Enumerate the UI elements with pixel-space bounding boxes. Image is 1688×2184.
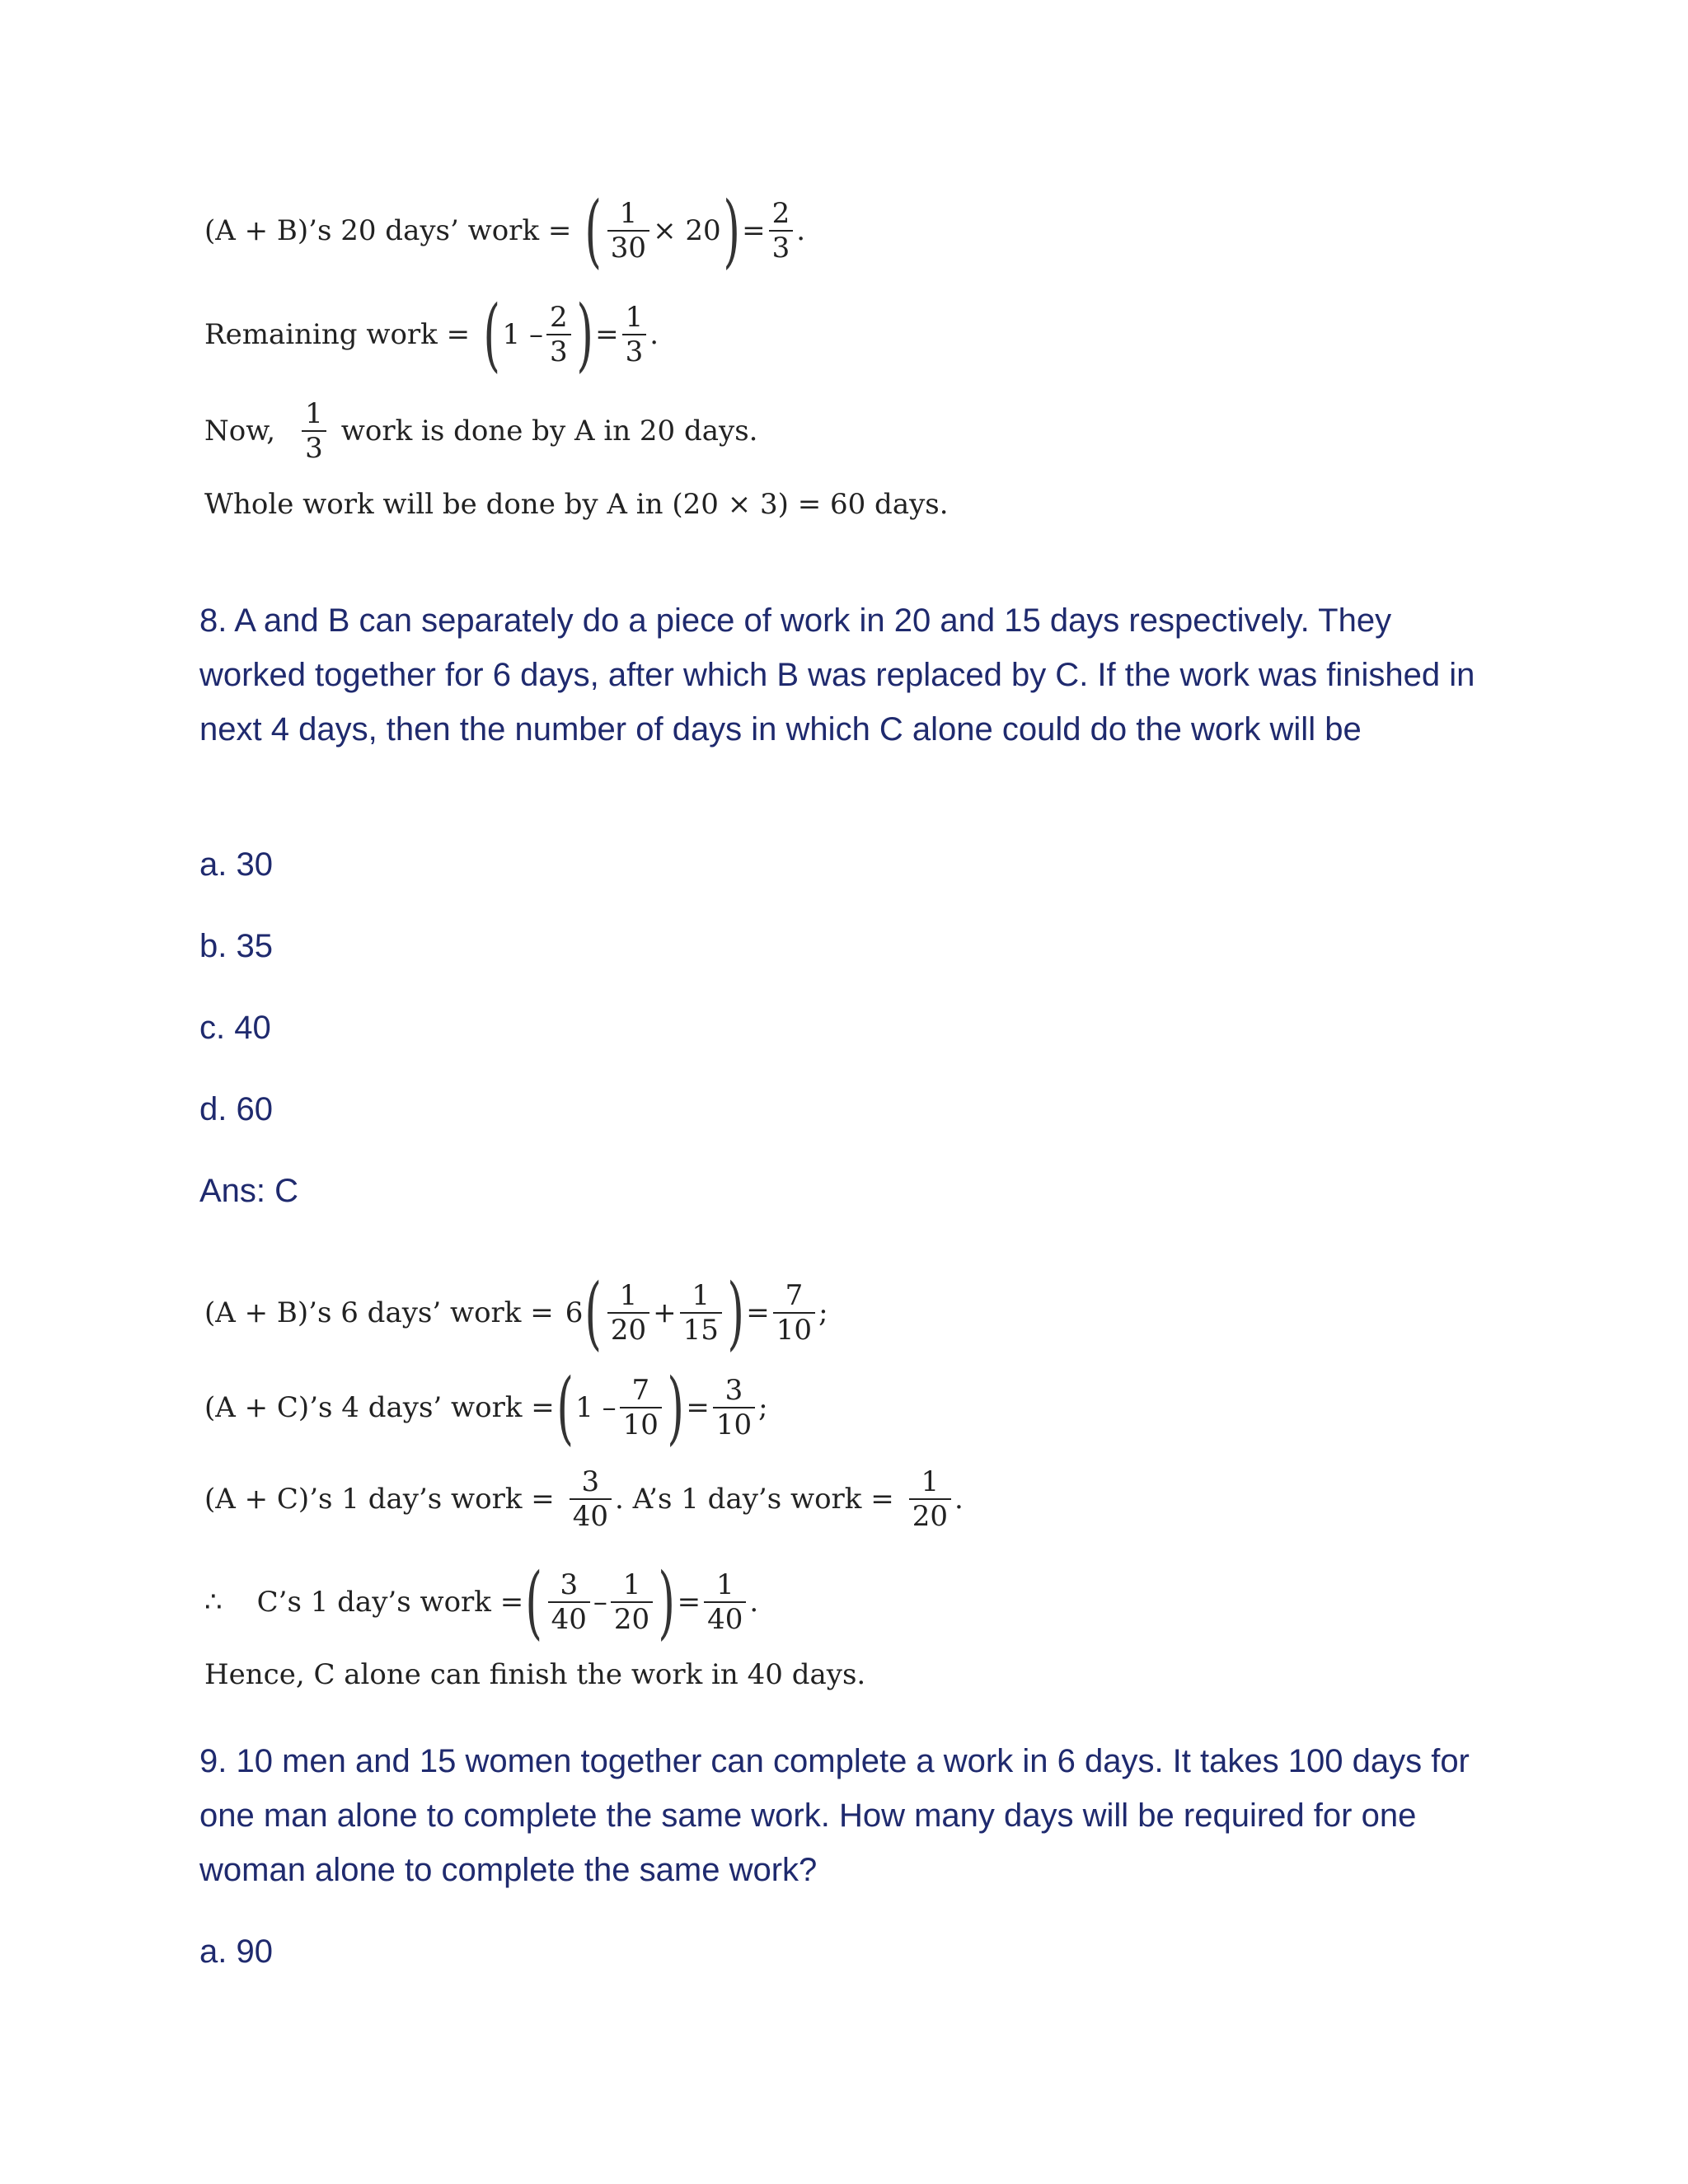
q8-answer: Ans: C [199,1173,299,1209]
fraction: $\frac{3}{40}$ [570,1465,612,1533]
sol8-line5: Hence, C alone can finish the work in 40 days. [204,1658,866,1691]
fraction: $\frac{1}{3}$ [622,301,647,368]
fraction: $\frac{2}{3}$ [546,301,571,368]
sol7-line2: Remaining work = ( 1 – $\frac{2}{3}$ ) = $\frac{1}{3}$ . [204,288,659,381]
fraction: $\frac{2}{3}$ [769,197,794,265]
question-8: 8. A and B can separately do a piece of work in 20 and 15 days respectively. They worked together for 6 days, after which B was replaced by C. If the work was finished in next 4 days, then the number of days in which C alone could do the work will be [199,602,1475,748]
fraction: $\frac{7}{10}$ [620,1374,662,1441]
sol7-line4: Whole work will be done by A in (20 × 3) = 60 days. [204,488,949,521]
therefore-symbol: ∴ [204,1586,223,1619]
q8-option-b: b. 35 [199,928,273,964]
fraction: $\frac{1}{15}$ [680,1279,722,1347]
fraction: $\frac{1}{20}$ [909,1465,951,1533]
question-9: 9. 10 men and 15 women together can complete a work in 6 days. It takes 100 days for one man alone to complete the same work. How many days will be required for one woman alone to complete the same work? [199,1743,1470,1888]
sol7-line1: (A + B)’s 20 days’ work = ( $\frac{1}{30}$ × 20 ) = $\frac{2}{3}$ . [204,185,806,277]
q8-option-c: c. 40 [199,1010,271,1046]
sol8-line1: (A + B)’s 6 days’ work = 6 ( $\frac{1}{20}$ + $\frac{1}{15}$ ) = $\frac{7}{10}$ ; [204,1267,828,1359]
fraction: $\frac{7}{10}$ [773,1279,815,1347]
sol8-line2: (A + C)’s 4 days’ work = ( 1 – $\frac{7}{10}$ ) = $\frac{3}{10}$ ; [204,1361,768,1454]
fraction: $\frac{3}{40}$ [548,1568,590,1636]
q8-option-a: a. 30 [199,846,273,883]
fraction: $\frac{1}{40}$ [704,1568,746,1636]
fraction: $\frac{1}{20}$ [611,1568,653,1636]
fraction: $\frac{1}{3}$ [302,397,326,465]
sol8-line4: ∴ C’s 1 day’s work = ( $\frac{3}{40}$ – $\frac{1}{20}$ ) = $\frac{1}{40}$ . [204,1556,759,1648]
q9-option-a: a. 90 [199,1933,273,1970]
fraction: $\frac{1}{20}$ [607,1279,649,1347]
q8-option-d: d. 60 [199,1091,273,1127]
fraction: $\frac{1}{30}$ [607,197,649,265]
fraction: $\frac{3}{10}$ [713,1374,755,1441]
sol8-line3: (A + C)’s 1 day’s work = $\frac{3}{40}$ . A’s 1 day’s work = $\frac{1}{20}$ . [204,1465,964,1533]
sol7-line3: Now, $\frac{1}{3}$ work is done by A in 20 days. [204,397,758,465]
